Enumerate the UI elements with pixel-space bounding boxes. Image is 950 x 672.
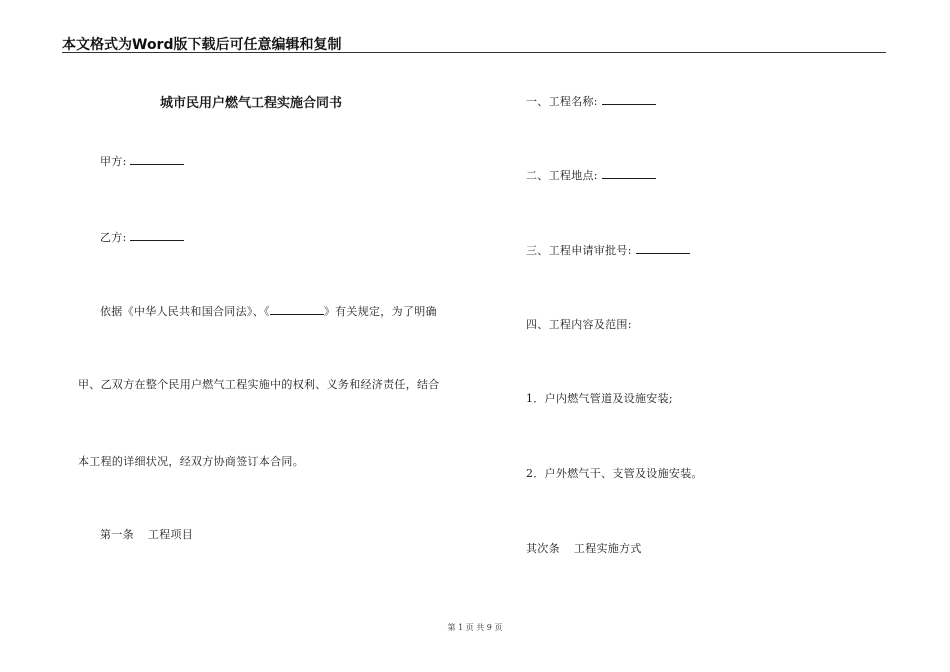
- item-3-label: 三、工程申请审批号:: [526, 244, 632, 257]
- article-1-heading: [100, 528, 193, 542]
- law-name-blank: [270, 304, 324, 315]
- article-1-number: 第一条: [100, 528, 134, 541]
- party-b-label: 乙方:: [100, 231, 127, 244]
- item-1-blank: [602, 94, 656, 105]
- article-2-title: 工程实施方式: [573, 542, 642, 555]
- page-number-footer: 第 1 页 共 9 页: [447, 623, 503, 632]
- paragraph-line-1-end: 》有关规定，为了明确: [323, 305, 437, 318]
- document-title: 城市民用户燃气工程实施合同书: [160, 96, 343, 111]
- page-header: 本文格式为Word版下载后可任意编辑和复制: [62, 37, 342, 53]
- sub-item-2: 2．户外燃气干、支管及设施安装。: [526, 467, 703, 480]
- sub-item-1: 1．户内燃气管道及设施安装;: [526, 392, 673, 405]
- item-1-label: 一、工程名称:: [526, 95, 598, 108]
- party-a-blank: [130, 154, 184, 165]
- item-3-blank: [636, 243, 690, 254]
- paragraph-line-1-start: 依据《中华人民共和国合同法》、《: [100, 305, 270, 318]
- article-1-title: 工程项目: [147, 528, 194, 541]
- party-b-blank: [130, 230, 184, 241]
- party-a-line: [100, 154, 184, 169]
- item-4-label: 四、工程内容及范围:: [526, 318, 632, 331]
- article-2-number: 其次条: [526, 542, 560, 555]
- paragraph-line-1: [100, 304, 437, 319]
- item-3-line: [526, 243, 690, 258]
- party-a-label: 甲方:: [100, 155, 127, 168]
- item-1-line: [526, 94, 656, 109]
- party-b-line: [100, 230, 184, 245]
- item-2-label: 二、工程地点:: [526, 169, 598, 182]
- paragraph-line-3: 本工程的详细状况，经双方协商签订本合同。: [78, 455, 304, 468]
- item-2-blank: [602, 168, 656, 179]
- paragraph-line-2: 甲、乙双方在整个民用户燃气工程实施中的权利、义务和经济责任，结合: [78, 378, 440, 391]
- article-2-heading: [526, 542, 642, 556]
- header-divider: [62, 52, 886, 53]
- item-2-line: [526, 168, 656, 183]
